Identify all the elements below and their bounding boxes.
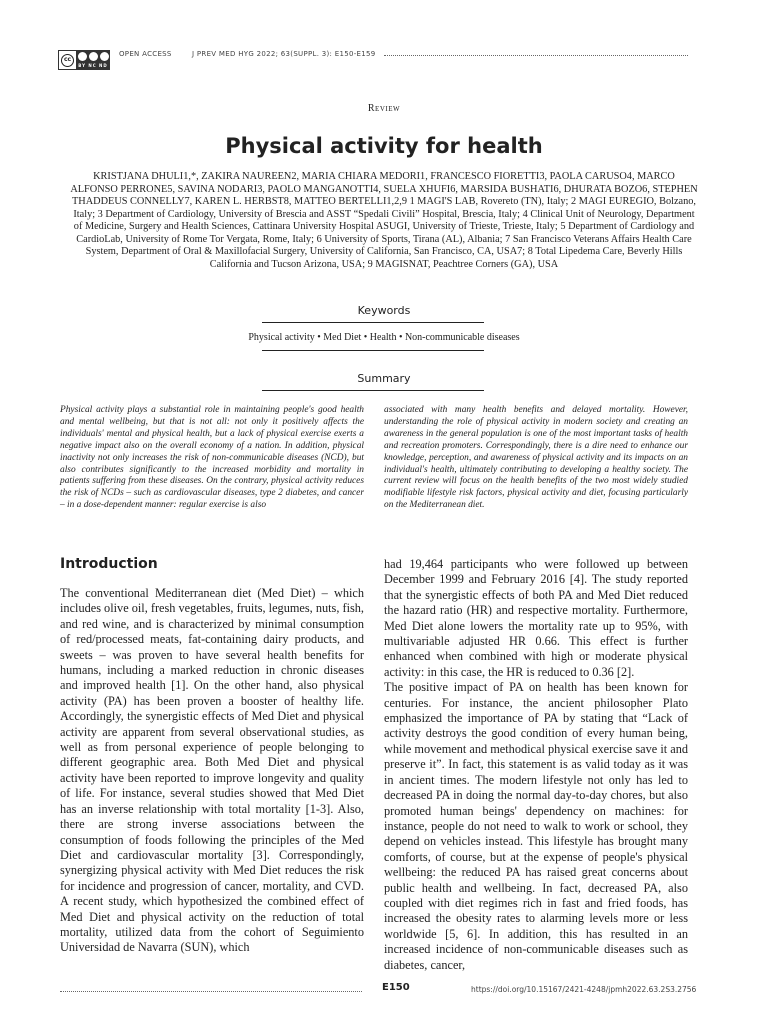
intro-paragraph: The conventional Mediterranean diet (Med Diet) – which includes olive oil, fresh vegetables, fruits, legumes, nuts, fish, and red wine, and is characterized by minimal consumption of red/processed meats, fat-containing dairy products, and sweets – was proven to have several health benefits for humans, including a marked reduction in chronic diseases and improved health [1]. On the other hand, also physical activity (PA) has been proven a booster of healthy life. Accordingly, the synergistic effects of Med Diet and physical activity are apparent from several observational studies, as well as from personal experience of people belonging to different geographic area. Both Med Diet and physical activity have been reported to improve longevity and quality of life. For instance, several studies showed that Med Diet has an inverse relationship with total mortality [1-3]. Also, there are strong inverse associations between the consumption of foods following the principles of the Med Diet and cardiovascular mortality [3]. Correspondingly, synergizing physical activity with Med Diet reduces the risk for incidence and progression of cancer, mortality, and CVD. A recent study, which hypothesized the combined effect of Med Diet and physical activity on the reduction of total mortality, utilized data from the cohort of Seguimiento Universidad de Navarra (SUN), which	[60, 586, 364, 955]
keywords-heading: Keywords	[357, 304, 411, 317]
summary-rule	[262, 390, 484, 391]
affiliations: 1 MAGI'S LAB, Rovereto (TN), Italy; 2 MAGI EUREGIO, Bolzano, Italy; 3 Department of Cardiology, University of Brescia and ASST “Spedali Civili” Hospital, Brescia, Italy; 4 Clinical Unit of Neurology, Department of Medicine, Surgery and Health Sciences, Cattinara University Hospital ASUGI, University of Trieste, Trieste, Italy; 5 Department of Cardiology and CardioLab, University of Rome Tor Vergata, Rome, Italy; 6 University of Sports, Tirana (AL), Albania; 7 San Francisco Veterans Affairs Health Care System, Department of Oral & Maxillofacial Surgery, University of California, San Francisco, CA, USA7; 8 Total Lipedema Care, Beverly Hills California and Tucson Arizona, USA; 9 MAGISNAT, Peachtree Corners (GA), USA	[73, 196, 696, 270]
body-left-column	[60, 586, 364, 956]
body-right-column	[384, 557, 688, 973]
noncommercial-icon	[89, 52, 98, 61]
open-access-label: OPEN ACCESS	[119, 50, 172, 58]
doi-link[interactable]: https://doi.org/10.15167/2421-4248/jpmh2022.63.2S3.2756	[471, 985, 697, 994]
article-title: Physical activity for health	[225, 134, 543, 158]
journal-reference: J PREV MED HYG 2022; 63(SUPPL. 3): E150-E159	[192, 50, 376, 58]
abstract-right-column: associated with many health benefits and delayed mortality. However, understanding the role of physical activity in modern society and creating an awareness in the general population is one of the most important tasks of health and recreation promoters. Correspondingly, there is a dire need to enhance our knowledge, perception, and awareness of physical activity and its impacts on an individual's health, ultimately contributing to developing a healthy society. The current review will focus on the health benefits of the two most widely studied modifiable lifestyle risk factors, physical activity and diet, focusing particularly on the Mediterranean diet.	[384, 405, 688, 511]
keywords-list: Physical activity • Med Diet • Health • Non-communicable diseases	[248, 332, 520, 343]
header-divider	[384, 55, 688, 56]
introduction-heading: Introduction	[60, 556, 158, 572]
keywords-rule-bottom	[262, 350, 484, 351]
noderivatives-icon	[100, 52, 109, 61]
page-number: E150	[382, 982, 410, 993]
keywords-rule-top	[262, 322, 484, 323]
attribution-icon	[78, 52, 87, 61]
abstract-left-column: Physical activity plays a substantial role in maintaining people's good health and mental wellbeing, but that is not all: not only it positively affects the individuals' mental and physical health, but a lack of physical exercise exerts a negative impact also on the overall economy of a nation. In addition, physical inactivity not only increases the risk of non-communicable diseases (NCD), but also contributes significantly to the increased morbidity and mortality in patients suffering from these diseases. On the contrary, physical activity reduces the risk of NCDs – such as cardiovascular diseases, type 2 diabetes, and cancer – in a dose-dependent manner: regular exercise is also	[60, 405, 364, 511]
section-label: Review	[367, 103, 401, 114]
intro-paragraph: The positive impact of PA on health has been known for centuries. For instance, the ancient philosopher Plato emphasized the importance of PA by stating that “Lack of activity destroys the good condition of every human being, while movement and methodical physical exercise save it and preserve it”. In fact, this statement is as valid today as it was in ancient times. The modern lifestyle not only has led to decreased PA in doing the normal day-to-day chores, but also promoted human beings' dependency on machines: for instance, people do not need to walk to work or school, they depend on vehicles instead. This lifestyle has brought many comforts, of course, but at the expense of people's physical wellbeing: the reduced PA has raised great concerns about public health and wellbeing. In fact, decreased PA, also coupled with diet regimes rich in fast and fried foods, has increased the obesity rates to alarming levels more or less worldwide [5, 6]. In addition, this has resulted in an increased incidence of non-communicable diseases such as diabetes, cancer,	[384, 680, 688, 972]
footer-divider	[60, 991, 362, 992]
author-block	[70, 171, 698, 271]
creative-commons-icon: cc	[61, 54, 74, 67]
intro-paragraph: had 19,464 participants who were followed up between December 1999 and February 2016 [4]. The study reported that the synergistic effects of both PA and Med Diet reduced the hazard ratio (HR) and respective mortality. Furthermore, Med Diet alone lowers the mortality rate up to 95%, with multivariable adjusted HR 0.66. This effect is further enhanced when combined with high or moderate physical activity: in this case, the HR is reduced to 0.36 [2].	[384, 557, 688, 679]
license-logo-text: BY NC ND	[78, 63, 108, 68]
license-logo	[58, 50, 110, 70]
author-list: KRISTJANA DHULI1,*, ZAKIRA NAUREEN2, MARIA CHIARA MEDORI1, FRANCESCO FIORETTI3, PAOLA CARUSO4, MARCO ALFONSO PERRONE5, SAVINA NODARI3, PAOLO MANGANOTTI4, SUELA XHUFI6, MARSIDA BUSHATI6, DHURATA BOZO6, STEPHEN THADDEUS CONNELLY7, KAREN L. HERBST8, MATTEO BERTELLI1,2,9	[70, 171, 698, 207]
summary-heading: Summary	[357, 372, 411, 385]
